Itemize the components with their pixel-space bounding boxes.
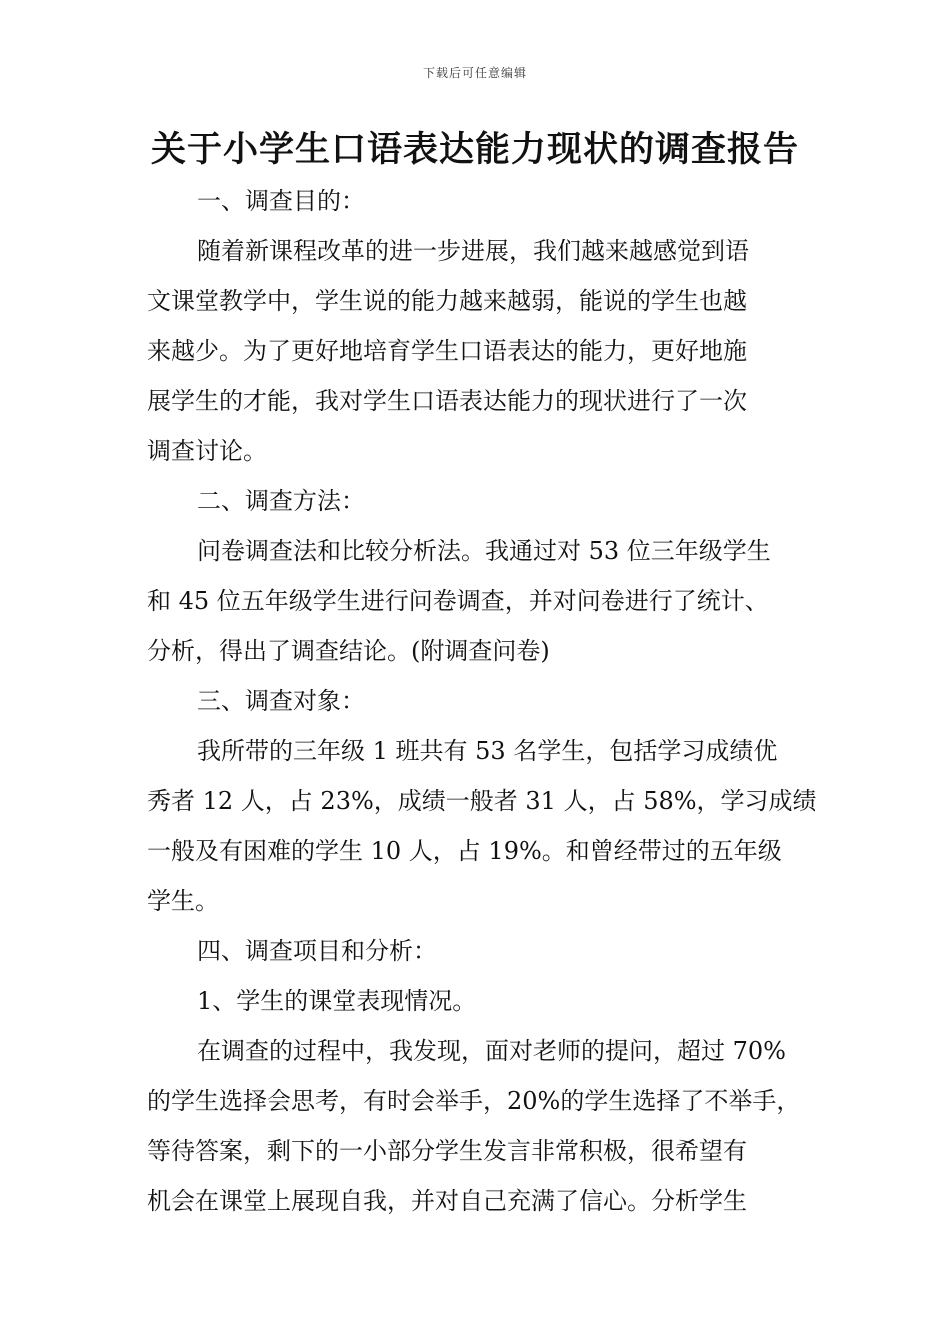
section-heading-subjects <box>147 676 813 726</box>
subsection-heading-classroom <box>147 976 813 1026</box>
paragraph-line: 调查讨论。 <box>147 437 267 465</box>
paragraph-line: 的学生选择会思考，有时会举手，20%的学生选择了不举手， <box>147 1087 801 1115</box>
paragraph-purpose <box>147 226 813 476</box>
paragraph-method <box>147 526 813 676</box>
header-watermark: 下载后可任意编辑 <box>422 66 527 80</box>
heading-line: 一、调查目的： <box>197 187 365 215</box>
heading-line: 二、调查方法： <box>197 487 365 515</box>
paragraph-line: 和 45 位五年级学生进行问卷调查，并对问卷进行了统计、 <box>147 587 769 615</box>
heading-line: 四、调查项目和分析： <box>197 937 437 965</box>
document-body <box>147 176 817 1226</box>
paragraph-line: 分析，得出了调查结论。(附调查问卷) <box>147 637 550 665</box>
section-heading-purpose <box>147 176 813 226</box>
paragraph-line: 机会在课堂上展现自我，并对自己充满了信心。分析学生 <box>147 1187 747 1215</box>
paragraph-line: 文课堂教学中，学生说的能力越来越弱，能说的学生也越 <box>147 287 747 315</box>
heading-line: 三、调查对象： <box>197 687 365 715</box>
paragraph-line: 我所带的三年级 1 班共有 53 名学生，包括学习成绩优 <box>197 737 778 765</box>
heading-line: 1、学生的课堂表现情况。 <box>197 987 477 1015</box>
paragraph-classroom <box>147 1026 813 1226</box>
paragraph-line: 展学生的才能，我对学生口语表达能力的现状进行了一次 <box>147 387 747 415</box>
paragraph-line: 等待答案，剩下的一小部分学生发言非常积极，很希望有 <box>147 1137 747 1165</box>
paragraph-line: 问卷调查法和比较分析法。我通过对 53 位三年级学生 <box>197 537 771 565</box>
paragraph-line: 来越少。为了更好地培育学生口语表达的能力，更好地施 <box>147 337 747 365</box>
paragraph-line: 随着新课程改革的进一步进展，我们越来越感觉到语 <box>197 237 749 265</box>
paragraph-line: 在调查的过程中，我发现，面对老师的提问，超过 70% <box>197 1037 786 1065</box>
section-heading-analysis <box>147 926 813 976</box>
paragraph-line: 学生。 <box>147 887 219 915</box>
paragraph-subjects <box>147 726 817 926</box>
document-title: 关于小学生口语表达能力现状的调查报告 <box>150 129 799 170</box>
section-heading-method <box>147 476 813 526</box>
paragraph-line: 一般及有困难的学生 10 人，占 19%。和曾经带过的五年级 <box>147 837 782 865</box>
paragraph-line: 秀者 12 人，占 23%，成绩一般者 31 人，占 58%，学习成绩 <box>147 787 817 815</box>
